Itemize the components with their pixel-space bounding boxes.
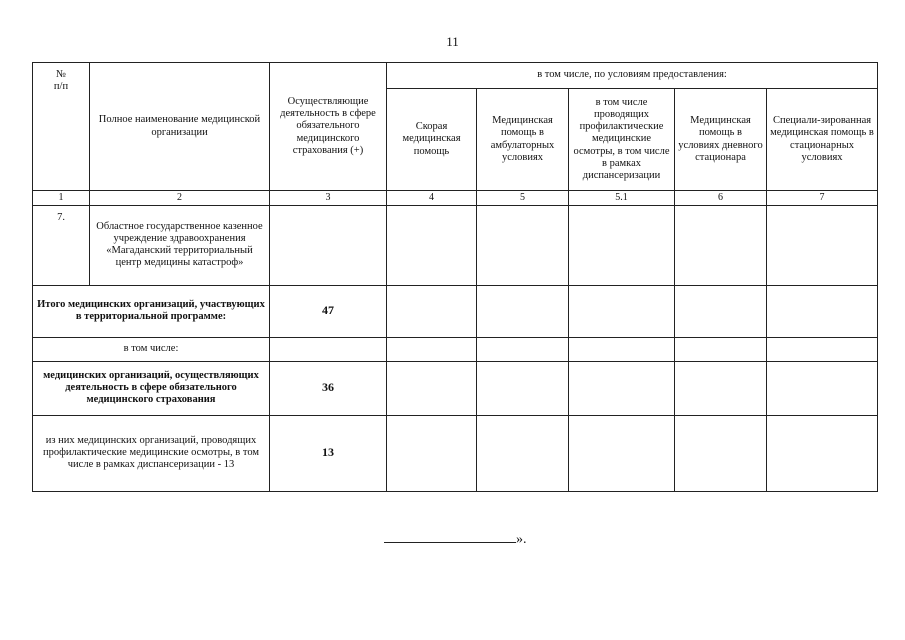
including-cell-5-1: [569, 337, 675, 361]
preventive-value: 13: [270, 415, 387, 491]
total-cell-5-1: [569, 285, 675, 337]
header-specialized-inpatient: Специали-зированная медицинская помощь в стационарных условиях: [767, 89, 878, 191]
including-label: в том числе:: [33, 337, 270, 361]
preventive-label: из них медицинских организаций, проводящих профилактические медицинские осмотры, в том числе в рамках диспансеризации - 13: [33, 415, 270, 491]
including-cell-3: [270, 337, 387, 361]
total-cell-5: [477, 285, 569, 337]
header-group-title: в том числе, по условиям предоставления:: [387, 63, 878, 89]
oms-row: [33, 361, 878, 415]
signature-line: [384, 532, 516, 543]
oms-label: медицинских организаций, осуществляющих деятельность в сфере обязательного медицинского страхования: [33, 361, 270, 415]
col-number-6: 6: [675, 191, 767, 206]
oms-cell-6: [675, 361, 767, 415]
oms-cell-4: [387, 361, 477, 415]
oms-cell-5-1: [569, 361, 675, 415]
col-number-5: 5: [477, 191, 569, 206]
preventive-cell-5-1: [569, 415, 675, 491]
col-number-5-1: 5.1: [569, 191, 675, 206]
header-outpatient: Медицинская помощь в амбулаторных условиях: [477, 89, 569, 191]
col-number-7: 7: [767, 191, 878, 206]
col-number-3: 3: [270, 191, 387, 206]
closing-mark: [384, 532, 527, 548]
row-cell-5-1: [569, 205, 675, 285]
preventive-cell-4: [387, 415, 477, 491]
including-cell-6: [675, 337, 767, 361]
col-number-4: 4: [387, 191, 477, 206]
oms-value: 36: [270, 361, 387, 415]
oms-cell-7: [767, 361, 878, 415]
page-number: 11: [446, 34, 459, 49]
table-row: [33, 205, 878, 285]
preventive-cell-7: [767, 415, 878, 491]
preventive-cell-5: [477, 415, 569, 491]
col-number-1: 1: [33, 191, 90, 206]
preventive-row: [33, 415, 878, 491]
medical-organizations-table: [32, 62, 878, 492]
total-cell-4: [387, 285, 477, 337]
including-row: [33, 337, 878, 361]
including-cell-5: [477, 337, 569, 361]
total-row: [33, 285, 878, 337]
closing-quote: ».: [516, 532, 527, 547]
header-oms: Осуществляющие деятельность в сфере обязательного медицинского страхования (+): [270, 63, 387, 191]
oms-cell-5: [477, 361, 569, 415]
total-label: Итого медицинских организаций, участвующих в территориальной программе:: [33, 285, 270, 337]
row-number: 7.: [33, 205, 90, 285]
row-cell-7: [767, 205, 878, 285]
including-cell-4: [387, 337, 477, 361]
total-cell-6: [675, 285, 767, 337]
preventive-cell-6: [675, 415, 767, 491]
header-number: № п/п: [33, 63, 90, 191]
total-cell-7: [767, 285, 878, 337]
including-cell-7: [767, 337, 878, 361]
row-cell-6: [675, 205, 767, 285]
header-organization-name: Полное наименование медицинской организации: [90, 63, 270, 191]
header-preventive-exams: в том числе проводящих профилактические медицинские осмотры, в том числе в рамках диспансеризации: [569, 89, 675, 191]
row-oms: [270, 205, 387, 285]
col-number-2: 2: [90, 191, 270, 206]
row-cell-5: [477, 205, 569, 285]
total-value: 47: [270, 285, 387, 337]
header-day-hospital: Медицинская помощь в условиях дневного стационара: [675, 89, 767, 191]
row-cell-4: [387, 205, 477, 285]
row-organization-name: Областное государственное казенное учреждение здравоохранения «Магаданский территориальный центр медицины катастроф»: [90, 205, 270, 285]
header-ambulance: Скорая медицинская помощь: [387, 89, 477, 191]
